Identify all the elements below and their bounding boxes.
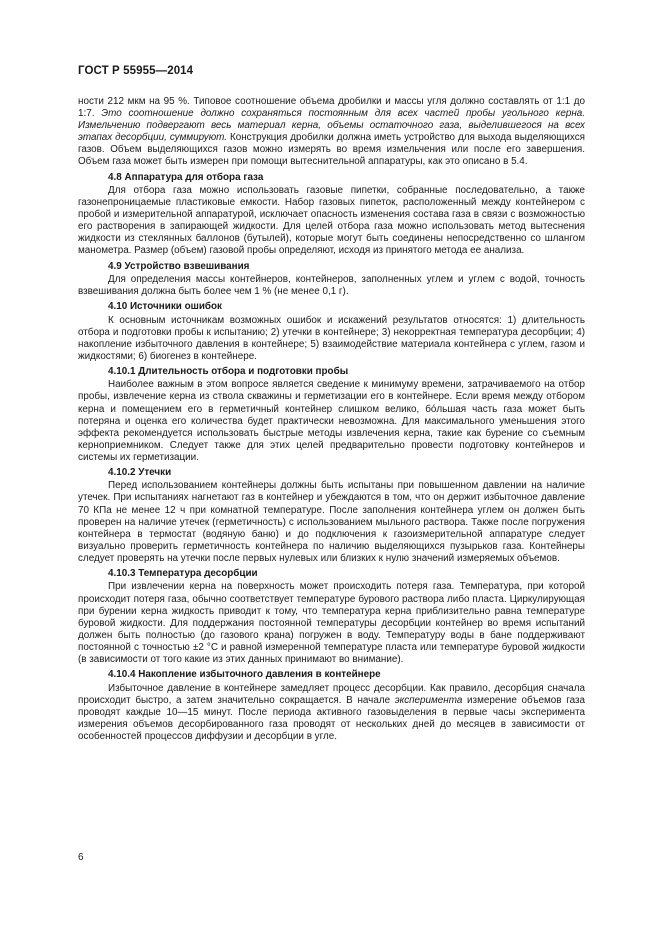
section-4-9-heading: 4.9 Устройство взвешивания <box>108 260 250 272</box>
page-number: 6 <box>78 852 84 863</box>
section-4-10-4-paragraph: Избыточное давление в контейнере замедляет процесс десорбции. Как правило, десорбция сначала происходит быстро, а затем значительно сокращается. В начале эксперимента измерение объемов газа проводят каждые 10—15 минут. После периода активного газовыделения в первые часы эксперимента измерения объемов десорбированного газа проводят от нескольких дней до месяцев в зависимости от особенностей процессов диффузии и десорбции в угле. <box>78 682 585 742</box>
section-4-10-4-heading: 4.10.4 Накопление избыточного давления в контейнере <box>108 669 381 681</box>
experiment-italic-word: эксперимента <box>394 694 463 706</box>
section-4-10-paragraph: К основным источникам возможных ошибок и искажений результатов относятся: 1) длительность отбора и подготовки пробы к испытанию; 2) утечки в контейнере; 3) некорректная температура десорбции; 4) накопление избыточного давления в контейнере; 5) взаимодействие материала контейнера с углем, газом и жидкостями; 6) биогенез в контейнере. <box>78 314 585 362</box>
section-4-8-heading: 4.8 Аппаратура для отбора газа <box>108 171 264 183</box>
section-4-10-2-heading: 4.10.2 Утечки <box>108 466 172 478</box>
section-4-10-3-paragraph: При извлечении керна на поверхность может происходить потеря газа. Температура, при которой происходит потеря газа, обычно соответствует температуре бурового раствора либо пласта. Циркулирующая при бурении керна жидкость приводит к тому, что температура керна приблизительно равна температуре буровой жидкости. Для поддержания постоянной температуры десорбции контейнер во время испытаний должен быть полностью (до газового крана) погружен в воду. Температуру воды в бане поддерживают постоянной с точностью ±2 °С и равной измеренной температуре пласта или температуре буровой жидкости (в зависимости от того какие из этих данных принимают во внимание). <box>78 581 585 665</box>
section-4-9-paragraph: Для определения массы контейнеров, контейнеров, заполненных углем и углем с водой, точность взвешивания должна быть более чем 1 % (не менее 0,1 г). <box>78 273 585 298</box>
intro-paragraph: ности 212 мкм на 95 %. Типовое соотношение объема дробилки и массы угля должно составлять от 1:1 до 1:7. Это соотношение должно сохраняться постоянным для всех частей пробы угольного керна. Измельчению подвергают весь материал керна, объемы остаточного газа, выделившегося на всех этапах десорбции, суммируют. Конструкция дробилки должна иметь устройство для выхода выделяющихся газов. Объем выделяющихся газов можно измерять во время измельчения или после его завершения. Объем газа может быть измерен при помощи вытеснительной аппаратуры, как это описано в 5.4. <box>78 96 586 168</box>
intro-italic-text: Это соотношение должно сохраняться постоянным для всех частей пробы угольного керна. Измельчению подвергают весь материал керна, объемы остаточного газа, выделившегося на всех этапах десорбции, суммируют. <box>78 108 585 144</box>
standard-code-header: ГОСТ Р 55955—2014 <box>78 65 194 77</box>
section-4-10-1-heading: 4.10.1 Длительность отбора и подготовки пробы <box>108 365 349 377</box>
section-4-10-2-paragraph: Перед использованием контейнеры должны быть испытаны при повышенном давлении на наличие утечек. При испытаниях нагнетают газ в контейнер и убеждаются в том, что он держит избыточное давление 70 КПа не менее 12 ч при комнатной температуре. После заполнения контейнера углем он должен быть проверен на наличие утечек (герметичность) с использованием мыльного раствора. Также после погружения контейнера в термостат (водяную баню) и до подключения к газоизмерительной аппаратуре следует визуально проверить герметичность контейнера по наличию выделяющихся пузырьков газа. Контейнеры следует проверять на утечки после первых нулевых или близких к нулю значений измеряемых объемов. <box>78 480 585 564</box>
section-4-10-3-heading: 4.10.3 Температура десорбции <box>108 568 258 580</box>
section-4-10-1-paragraph: Наиболее важным в этом вопросе является сведение к минимуму времени, затрачиваемого на отбор пробы, извлечение керна из ствола скважины и герметизации его в контейнере. Если время между отбором керна и помещением его в герметичный контейнер слишком велико, бóльшая часть газа может быть потеряна и оценка его количества будет практически невозможна. Для максимального уменьшения этого эффекта рекомендуется использовать быстрые методы извлечения керна, такие как бурение со съемным керноприемником. Следует также для этих целей предварительно провести подготовку контейнеров и системы их герметизации. <box>78 379 585 463</box>
document-body <box>78 96 585 743</box>
section-4-10-heading: 4.10 Источники ошибок <box>108 301 222 313</box>
section-4-8-paragraph: Для отбора газа можно использовать газовые пипетки, собранные последовательно, а также газонепроницаемые пластиковые емкости. Набор газовых пипеток, расположенный между контейнером с пробой и измерительной аппаратурой, исключает опасность изменения состава газа в связи с возможностью его растворения в запирающей жидкости. Для целей отбора газа можно использовать метод вытеснения жидкости из стеклянных баллонов (бутылей), которые могут быть соединены непосредственно со шлангом манометра. Размер (объем) газовой пробы определяют, исходя из принятого метода ее анализа. <box>78 184 585 257</box>
